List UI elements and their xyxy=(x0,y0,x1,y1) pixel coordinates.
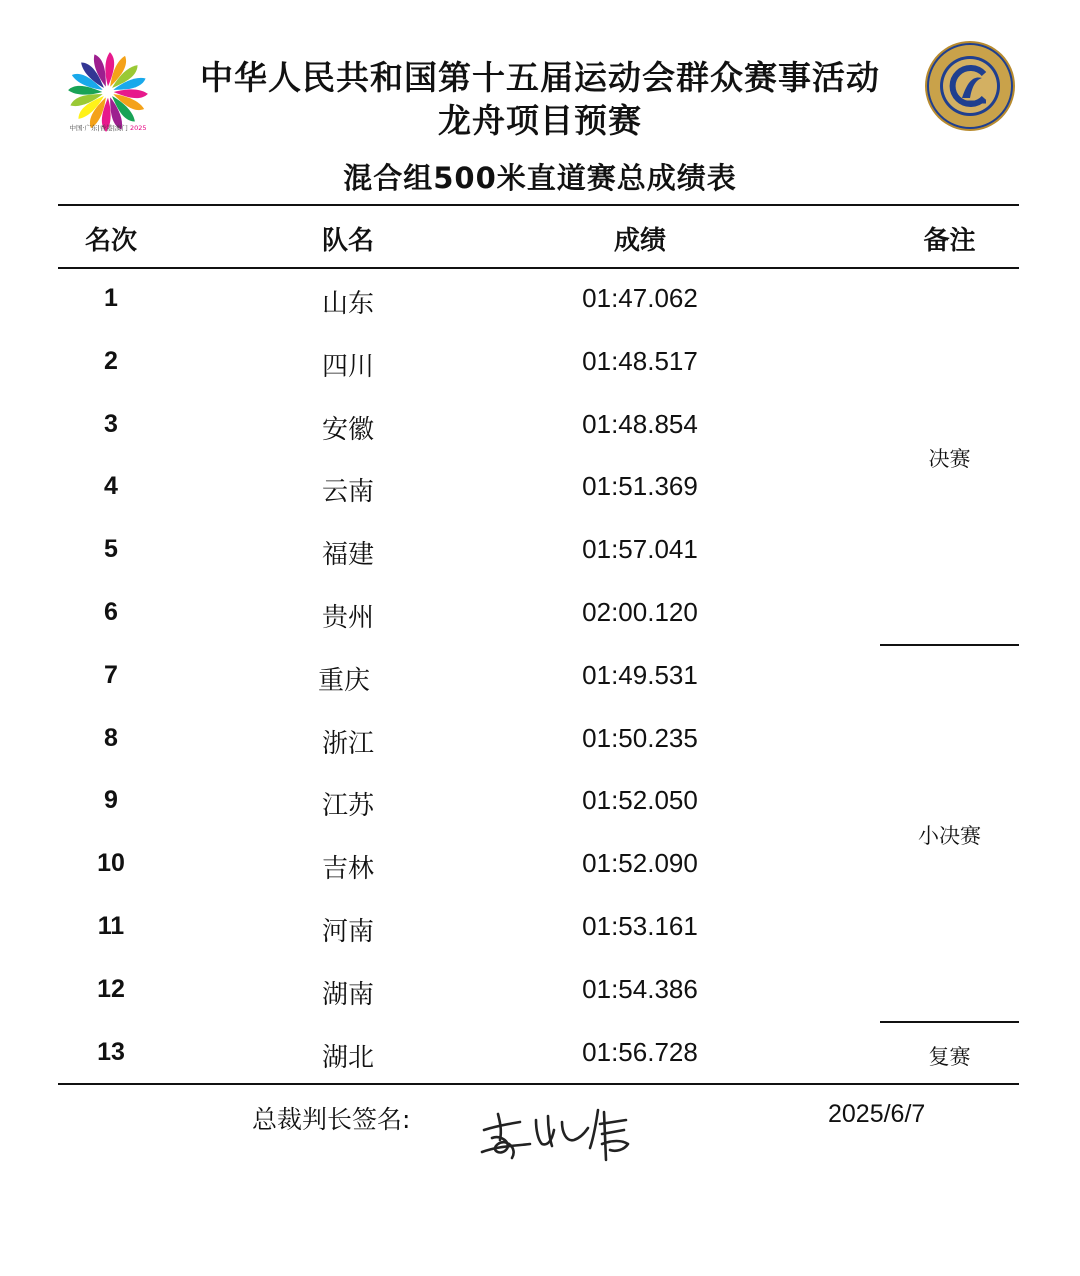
header-rank: 名次 xyxy=(84,226,137,256)
top-rule xyxy=(58,204,1019,206)
time-cell: 01:54.386 xyxy=(582,973,698,1004)
team-cell: 云南 xyxy=(321,477,374,508)
rank-cell: 9 xyxy=(104,786,118,815)
table-row xyxy=(0,270,1080,333)
header-rule xyxy=(58,267,1019,269)
time-cell: 01:49.531 xyxy=(582,659,698,690)
rank-cell: 1 xyxy=(104,284,118,312)
table-row xyxy=(0,898,1080,961)
time-cell: 01:48.517 xyxy=(582,345,698,376)
team-cell: 重庆 xyxy=(317,665,370,696)
note-final: 决赛 xyxy=(928,447,971,471)
bottom-rule xyxy=(58,1083,1019,1085)
time-cell: 01:56.728 xyxy=(582,1036,698,1067)
table-row xyxy=(0,710,1080,773)
date: 2025/6/7 xyxy=(828,1100,926,1128)
team-cell: 四川 xyxy=(321,351,374,382)
time-cell: 02:00.120 xyxy=(582,597,698,627)
note-small-final: 小决赛 xyxy=(918,824,981,848)
dragon-boat-association-emblem-icon xyxy=(924,40,1016,132)
time-cell: 01:47.062 xyxy=(582,283,698,313)
note-divider-2 xyxy=(880,1021,1019,1023)
rank-cell: 6 xyxy=(104,598,118,626)
note-divider-1 xyxy=(880,644,1019,646)
time-cell: 01:51.369 xyxy=(582,471,698,502)
time-cell: 01:50.235 xyxy=(582,722,698,753)
rank-cell: 5 xyxy=(104,535,118,564)
team-cell: 山东 xyxy=(321,289,374,319)
team-cell: 安徽 xyxy=(321,414,374,445)
team-cell: 浙江 xyxy=(321,728,374,759)
table-row xyxy=(0,521,1080,584)
table-row xyxy=(0,584,1080,647)
handwritten-signature xyxy=(478,1100,638,1166)
page-title-line1: 中华人民共和国第十五届运动会群众赛事活动 xyxy=(200,58,880,97)
rank-cell: 13 xyxy=(97,1037,125,1066)
rank-cell: 3 xyxy=(104,409,118,438)
table-row xyxy=(0,961,1080,1024)
document-header xyxy=(0,30,1080,140)
team-cell: 吉林 xyxy=(321,854,374,885)
team-cell: 河南 xyxy=(321,917,374,947)
table-header-row xyxy=(0,208,1080,268)
table-row xyxy=(0,333,1080,396)
header-time: 成绩 xyxy=(613,226,666,256)
time-cell: 01:57.041 xyxy=(582,534,698,565)
team-cell: 福建 xyxy=(321,540,374,571)
rank-cell: 10 xyxy=(97,849,125,878)
signature-label: 总裁判长签名: xyxy=(252,1105,411,1134)
rank-cell: 2 xyxy=(104,346,118,375)
time-cell: 01:52.050 xyxy=(582,785,698,816)
team-cell: 湖南 xyxy=(321,979,374,1010)
time-cell: 01:53.161 xyxy=(582,911,698,941)
team-cell: 江苏 xyxy=(321,791,374,822)
note-repechage: 复赛 xyxy=(928,1045,971,1069)
rank-cell: 8 xyxy=(104,723,118,752)
table-row xyxy=(0,647,1080,710)
page-title-line2: 龙舟项目预赛 xyxy=(438,101,642,140)
header-note: 备注 xyxy=(923,226,976,256)
rank-cell: 12 xyxy=(97,974,125,1003)
rank-cell: 7 xyxy=(104,660,118,689)
time-cell: 01:48.854 xyxy=(582,408,698,439)
rank-cell: 4 xyxy=(104,472,118,501)
table-title: 混合组500米直道赛总成绩表 xyxy=(343,161,737,195)
header-team: 队名 xyxy=(321,226,374,256)
team-cell: 贵州 xyxy=(321,603,374,633)
rank-cell: 11 xyxy=(97,912,125,940)
games-logo-text: 中国·广东|香港|澳门 2025 xyxy=(69,124,147,132)
team-cell: 湖北 xyxy=(321,1042,374,1073)
time-cell: 01:52.090 xyxy=(582,848,698,879)
